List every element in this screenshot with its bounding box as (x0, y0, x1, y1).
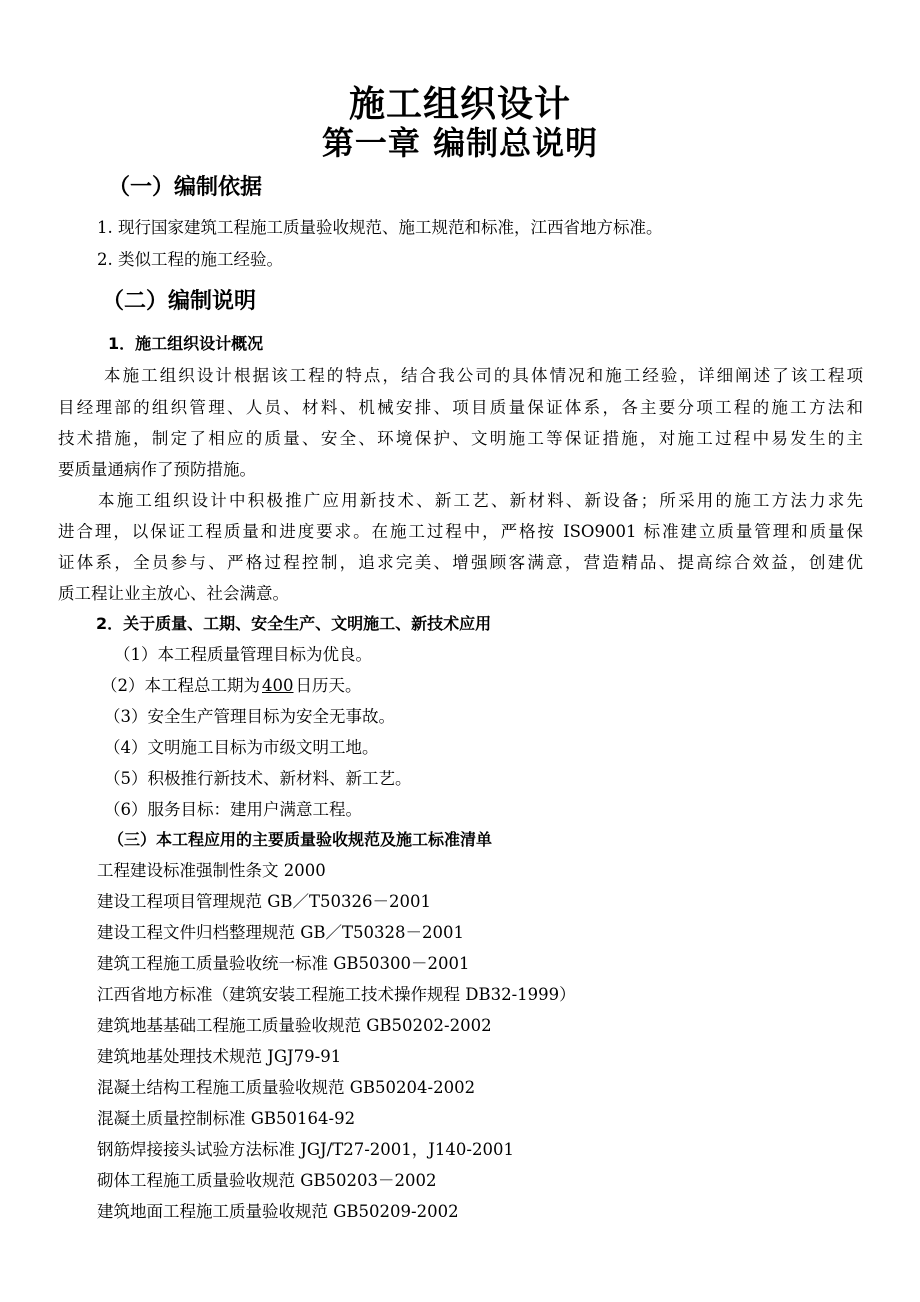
goal-duration-prefix: （2）本工程总工期为 (101, 676, 260, 695)
goal-service: （6）服务目标：建用户满意工程。 (104, 800, 362, 819)
goal-civilized: （4）文明施工目标为市级文明工地。 (104, 738, 379, 757)
standard-item: 工程建设标准强制性条文 2000 (97, 861, 326, 880)
document-title: 施工组织设计 (348, 83, 571, 125)
overview-para2-line4: 质工程让业主放心、社会满意。 (58, 584, 289, 603)
goal-duration (101, 672, 362, 696)
goal-safety: （3）安全生产管理目标为安全无事故。 (104, 707, 395, 726)
overview-para2-line3: 证体系，全员参与、严格过程控制，追求完美、增强顾客满意，营造精品、提高综合效益，创建优 (58, 553, 863, 572)
standard-item: 混凝土质量控制标准 GB50164-92 (97, 1109, 356, 1128)
overview-para2-line1: 本施工组织设计中积极推广应用新技术、新工艺、新材料、新设备；所采用的施工方法力求先 (98, 491, 863, 510)
goal-new-tech: （5）积极推行新技术、新材料、新工艺。 (104, 769, 412, 788)
section-heading-notes: （二）编制说明 (102, 289, 257, 314)
standard-item: 建筑地基基础工程施工质量验收规范 GB50202-2002 (97, 1016, 492, 1035)
standard-item: 建设工程项目管理规范 GB／T50326－2001 (97, 892, 432, 911)
section-heading-basis: （一）编制依据 (108, 175, 263, 200)
standard-item: 建筑地基处理技术规范 JGJ79-91 (97, 1047, 342, 1066)
basis-item-2: 2. 类似工程的施工经验。 (97, 250, 283, 269)
overview-para1-line2: 目经理部的组织管理、人员、材料、机械安排、项目质量保证体系，各主要分项工程的施工方法和 (58, 398, 863, 417)
overview-para1-line4: 要质量通病作了预防措施。 (58, 460, 256, 479)
section-heading-standards: （三）本工程应用的主要质量验收规范及施工标准清单 (108, 830, 493, 849)
goal-duration-value: 400 (262, 676, 294, 695)
standard-item: 江西省地方标准（建筑安装工程施工技术操作规程 DB32-1999） (97, 985, 576, 1004)
standard-item: 钢筋焊接接头试验方法标准 JGJ/T27-2001，J140-2001 (97, 1140, 514, 1159)
goal-quality: （1）本工程质量管理目标为优良。 (114, 645, 372, 664)
overview-para1-line1: 本施工组织设计根据该工程的特点，结合我公司的具体情况和施工经验，详细阐述了该工程项 (104, 366, 863, 385)
standard-item: 建筑工程施工质量验收统一标准 GB50300－2001 (97, 954, 470, 973)
overview-para2-line2: 进合理，以保证工程质量和进度要求。在施工过程中，严格按 ISO9001 标准建立质量管理和质量保 (58, 522, 863, 541)
chapter-title: 第一章 编制总说明 (321, 124, 599, 162)
standard-item: 建筑地面工程施工质量验收规范 GB50209-2002 (97, 1202, 459, 1221)
standard-item: 混凝土结构工程施工质量验收规范 GB50204-2002 (97, 1078, 476, 1097)
subsection-heading-goals: 2．关于质量、工期、安全生产、文明施工、新技术应用 (96, 614, 492, 633)
goal-duration-suffix: 日历天。 (295, 676, 362, 695)
basis-item-1: 1. 现行国家建筑工程施工质量验收规范、施工规范和标准，江西省地方标准。 (97, 218, 663, 237)
standard-item: 建设工程文件归档整理规范 GB／T50328－2001 (97, 923, 465, 942)
overview-para1-line3: 技术措施，制定了相应的质量、安全、环境保护、文明施工等保证措施，对施工过程中易发生的主 (58, 429, 863, 448)
subsection-heading-overview: 1．施工组织设计概况 (108, 334, 264, 353)
standard-item: 砌体工程施工质量验收规范 GB50203－2002 (97, 1171, 437, 1190)
